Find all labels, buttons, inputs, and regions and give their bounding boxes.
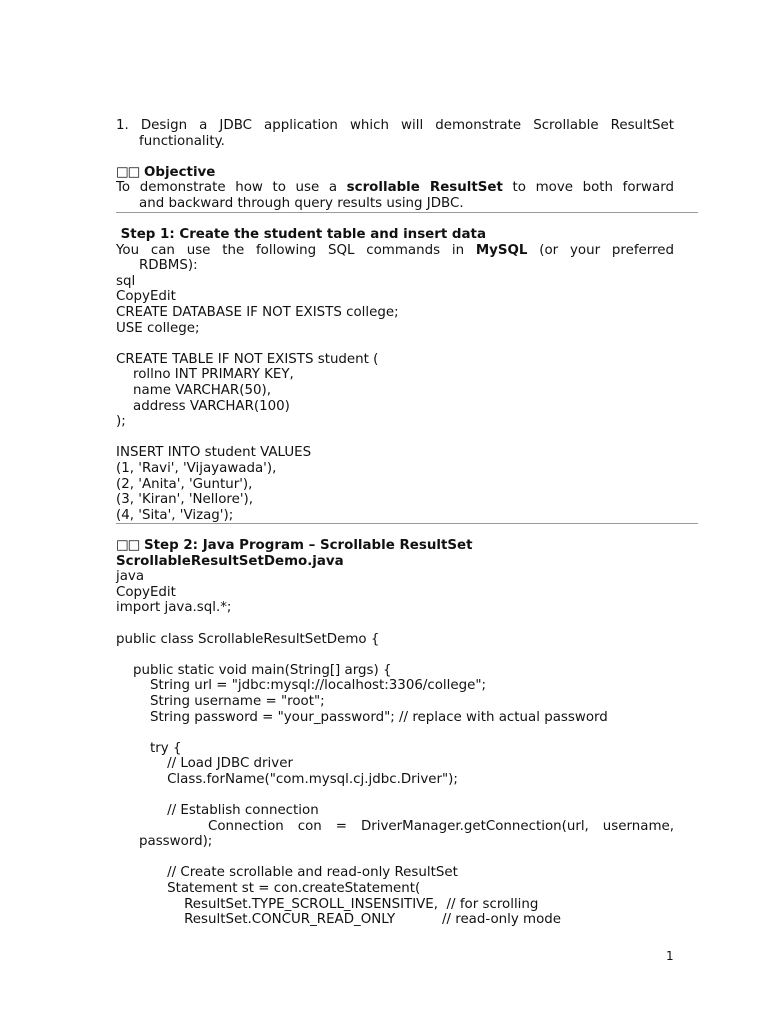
code-line: String username = "root"; bbox=[116, 693, 325, 709]
code-line: password); bbox=[139, 834, 213, 850]
copy-edit-link[interactable]: CopyEdit bbox=[116, 289, 176, 305]
code-line: ResultSet.TYPE_SCROLL_INSENSITIVE, // for scrolling bbox=[116, 896, 539, 912]
code-line: Connection con = DriverManager.getConnection(url, username, bbox=[208, 818, 674, 834]
divider bbox=[116, 523, 698, 524]
objective-heading: □□ Objective bbox=[116, 164, 216, 180]
code-line: USE college; bbox=[116, 320, 200, 336]
step2-heading: □□ Step 2: Java Program – Scrollable ResultSet bbox=[116, 538, 473, 553]
code-line: CREATE DATABASE IF NOT EXISTS college; bbox=[116, 304, 399, 320]
step1-intro: You can use the following SQL commands in MySQL (or your preferred bbox=[116, 242, 674, 258]
java-code-block bbox=[116, 600, 674, 927]
code-icon: □□ bbox=[116, 538, 140, 553]
code-line: // Establish connection bbox=[116, 803, 319, 819]
code-line: // Load JDBC driver bbox=[116, 756, 293, 772]
code-line: rollno INT PRIMARY KEY, bbox=[116, 367, 294, 383]
objective-text-2: and backward through query results using JDBC. bbox=[139, 195, 464, 211]
code-lang-label: java bbox=[116, 569, 145, 585]
copy-edit-link[interactable]: CopyEdit bbox=[116, 584, 176, 600]
code-line: public static void main(String[] args) { bbox=[116, 662, 392, 678]
page-number: 1 bbox=[666, 949, 674, 963]
step1-heading: Step 1: Create the student table and insert data bbox=[116, 227, 486, 242]
java-filename: ScrollableResultSetDemo.java bbox=[116, 553, 344, 569]
document-body bbox=[116, 118, 674, 212]
code-line: (2, 'Anita', 'Guntur'), bbox=[116, 476, 253, 492]
code-line: String password = "your_password"; // replace with actual password bbox=[116, 709, 608, 725]
code-line: public class ScrollableResultSetDemo { bbox=[116, 631, 380, 647]
code-line: (4, 'Sita', 'Vizag'); bbox=[116, 507, 234, 523]
target-icon: □□ bbox=[116, 164, 140, 180]
code-line: // Create scrollable and read-only ResultSet bbox=[116, 865, 458, 881]
code-line: CREATE TABLE IF NOT EXISTS student ( bbox=[116, 351, 379, 367]
code-line: name VARCHAR(50), bbox=[116, 382, 271, 398]
code-line: (3, 'Kiran', 'Nellore'), bbox=[116, 492, 254, 508]
code-line: address VARCHAR(100) bbox=[116, 398, 290, 414]
code-lang-label: sql bbox=[116, 273, 136, 289]
divider bbox=[116, 212, 698, 213]
code-line: ResultSet.CONCUR_READ_ONLY // read-only mode bbox=[116, 912, 562, 928]
code-line: ); bbox=[116, 414, 126, 430]
objective-text: To demonstrate how to use a scrollable ResultSet to move both forward bbox=[116, 180, 674, 196]
sql-code-block bbox=[116, 305, 674, 523]
task-line-1: 1. Design a JDBC application which will demonstrate Scrollable ResultSet bbox=[116, 118, 674, 133]
code-line: String url = "jdbc:mysql://localhost:3306/college"; bbox=[116, 678, 487, 694]
code-line: import java.sql.*; bbox=[116, 600, 232, 616]
code-line: (1, 'Ravi', 'Vijayawada'), bbox=[116, 460, 277, 476]
code-line: Statement st = con.createStatement( bbox=[116, 881, 421, 897]
step1-section bbox=[116, 227, 674, 523]
code-line: INSERT INTO student VALUES bbox=[116, 445, 312, 461]
task-line-2: functionality. bbox=[139, 133, 225, 149]
step2-section bbox=[116, 538, 674, 928]
code-line: try { bbox=[116, 740, 182, 756]
step1-intro-2: RDBMS): bbox=[139, 258, 198, 274]
code-line: Class.forName("com.mysql.cj.jdbc.Driver"); bbox=[116, 771, 458, 787]
